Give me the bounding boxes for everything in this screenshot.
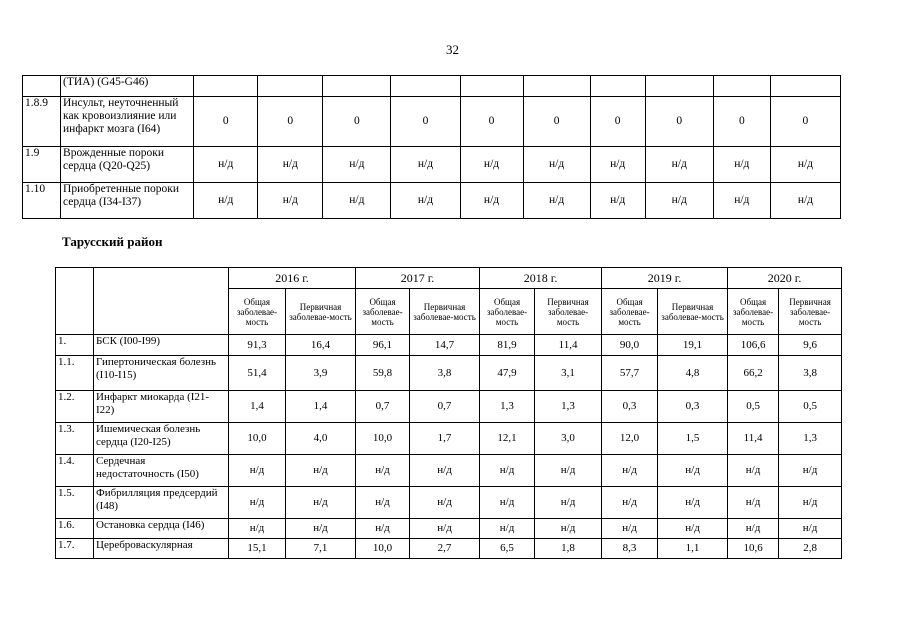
value-cell: н/д: [258, 183, 323, 219]
page-number: 32: [446, 42, 459, 57]
header-num-cell: [56, 268, 94, 335]
value-cell: 0,5: [728, 391, 779, 423]
value-cell: 15,1: [229, 539, 286, 559]
table-row: [56, 335, 842, 356]
value-cell: 57,7: [602, 356, 658, 391]
value-cell: 59,8: [356, 356, 410, 391]
value-cell: 1,7: [410, 423, 480, 455]
section-title: Тарусский район: [62, 234, 163, 249]
value-cell: 0: [713, 97, 770, 147]
table-row: [56, 539, 842, 559]
value-cell: н/д: [391, 183, 460, 219]
value-cell: 1,1: [658, 539, 728, 559]
row-name: Гипертоническая болезнь (I10-I15): [94, 356, 229, 391]
value-cell: н/д: [602, 455, 658, 487]
row-number: 1.1.: [56, 356, 94, 391]
value-cell: н/д: [523, 147, 590, 183]
value-cell: н/д: [590, 147, 645, 183]
top-table: [22, 75, 841, 219]
value-cell: н/д: [480, 455, 535, 487]
value-cell: 4,0: [286, 423, 356, 455]
value-cell: [523, 76, 590, 97]
row-name: БСК (I00-I99): [94, 335, 229, 356]
value-cell: н/д: [410, 519, 480, 539]
value-cell: 4,8: [658, 356, 728, 391]
row-name: Инсульт, неуточненный как кровоизлияние или инфаркт мозга (I64): [61, 97, 194, 147]
row-number: 1.6.: [56, 519, 94, 539]
value-cell: н/д: [645, 147, 713, 183]
row-name: Приобретенные пороки сердца (I34-I37): [61, 183, 194, 219]
value-cell: н/д: [602, 487, 658, 519]
subheader-total: Общая заболевае-мость: [602, 289, 658, 335]
value-cell: 11,4: [728, 423, 779, 455]
value-cell: 66,2: [728, 356, 779, 391]
value-cell: 19,1: [658, 335, 728, 356]
value-cell: [194, 76, 258, 97]
value-cell: 11,4: [535, 335, 602, 356]
value-cell: 0,3: [658, 391, 728, 423]
value-cell: 9,6: [779, 335, 842, 356]
table-row: [56, 487, 842, 519]
row-number: 1.9: [23, 147, 61, 183]
value-cell: н/д: [658, 455, 728, 487]
value-cell: 1,3: [779, 423, 842, 455]
row-name: Ишемическая болезнь сердца (I20-I25): [94, 423, 229, 455]
row-number: 1.10: [23, 183, 61, 219]
subheader-total: Общая заболевае-мость: [480, 289, 535, 335]
table-row: [56, 519, 842, 539]
row-name: (ТИА) (G45-G46): [61, 76, 194, 97]
value-cell: 0: [460, 97, 523, 147]
value-cell: 1,8: [535, 539, 602, 559]
value-cell: н/д: [728, 487, 779, 519]
value-cell: н/д: [229, 455, 286, 487]
value-cell: н/д: [229, 519, 286, 539]
value-cell: 1,5: [658, 423, 728, 455]
value-cell: 0: [258, 97, 323, 147]
value-cell: н/д: [258, 147, 323, 183]
value-cell: 1,3: [480, 391, 535, 423]
value-cell: н/д: [229, 487, 286, 519]
subheader-primary: Первичная заболевае-мость: [658, 289, 728, 335]
subheader-primary: Первичная заболевае-мость: [410, 289, 480, 335]
value-cell: 81,9: [480, 335, 535, 356]
value-cell: н/д: [480, 487, 535, 519]
value-cell: 0: [770, 97, 840, 147]
table-row: [56, 356, 842, 391]
value-cell: 7,1: [286, 539, 356, 559]
value-cell: 0: [194, 97, 258, 147]
row-number: 1.2.: [56, 391, 94, 423]
top-table-body: [23, 76, 841, 219]
subheader-total: Общая заболевае-мость: [356, 289, 410, 335]
value-cell: 2,8: [779, 539, 842, 559]
value-cell: н/д: [645, 183, 713, 219]
header-name-cell: [94, 268, 229, 335]
value-cell: 0: [523, 97, 590, 147]
value-cell: [770, 76, 840, 97]
value-cell: 0,5: [779, 391, 842, 423]
value-cell: н/д: [779, 487, 842, 519]
row-name: Инфаркт миокарда (I21-I22): [94, 391, 229, 423]
value-cell: н/д: [460, 147, 523, 183]
table-row: [23, 76, 841, 97]
value-cell: н/д: [286, 455, 356, 487]
value-cell: 0: [391, 97, 460, 147]
value-cell: 106,6: [728, 335, 779, 356]
value-cell: н/д: [779, 455, 842, 487]
value-cell: н/д: [713, 183, 770, 219]
year-header-2018: 2018 г.: [480, 268, 602, 289]
value-cell: 51,4: [229, 356, 286, 391]
value-cell: н/д: [713, 147, 770, 183]
value-cell: н/д: [728, 455, 779, 487]
row-number: 1.: [56, 335, 94, 356]
value-cell: 1,4: [286, 391, 356, 423]
row-name: Цереброваскулярная: [94, 539, 229, 559]
table-row: [23, 97, 841, 147]
value-cell: н/д: [770, 183, 840, 219]
value-cell: н/д: [779, 519, 842, 539]
subheader-total: Общая заболевае-мость: [229, 289, 286, 335]
value-cell: н/д: [391, 147, 460, 183]
value-cell: [590, 76, 645, 97]
value-cell: н/д: [770, 147, 840, 183]
value-cell: н/д: [658, 487, 728, 519]
year-header-2019: 2019 г.: [602, 268, 728, 289]
value-cell: 1,3: [535, 391, 602, 423]
row-name: Фибрилляция предсердий (I48): [94, 487, 229, 519]
row-name: Врожденные пороки сердца (Q20-Q25): [61, 147, 194, 183]
value-cell: [460, 76, 523, 97]
value-cell: [323, 76, 391, 97]
value-cell: 0: [590, 97, 645, 147]
table-row: [23, 183, 841, 219]
main-table-body: [56, 335, 842, 559]
value-cell: 12,1: [480, 423, 535, 455]
row-number: 1.4.: [56, 455, 94, 487]
value-cell: [391, 76, 460, 97]
value-cell: 10,0: [356, 539, 410, 559]
value-cell: 2,7: [410, 539, 480, 559]
value-cell: 14,7: [410, 335, 480, 356]
value-cell: н/д: [590, 183, 645, 219]
value-cell: н/д: [535, 487, 602, 519]
year-header-2016: 2016 г.: [229, 268, 356, 289]
year-header-row: [56, 268, 842, 289]
value-cell: 91,3: [229, 335, 286, 356]
value-cell: 16,4: [286, 335, 356, 356]
value-cell: н/д: [535, 455, 602, 487]
subheader-primary: Первичная заболевае-мость: [286, 289, 356, 335]
value-cell: н/д: [286, 487, 356, 519]
table-row: [56, 423, 842, 455]
value-cell: [645, 76, 713, 97]
row-number: [23, 76, 61, 97]
row-name: Остановка сердца (I46): [94, 519, 229, 539]
row-number: 1.3.: [56, 423, 94, 455]
table-row: [56, 391, 842, 423]
value-cell: 12,0: [602, 423, 658, 455]
value-cell: 6,5: [480, 539, 535, 559]
value-cell: н/д: [480, 519, 535, 539]
value-cell: 0,7: [356, 391, 410, 423]
value-cell: н/д: [323, 147, 391, 183]
value-cell: 1,4: [229, 391, 286, 423]
table-row: [23, 147, 841, 183]
value-cell: 8,3: [602, 539, 658, 559]
value-cell: 96,1: [356, 335, 410, 356]
value-cell: 0,7: [410, 391, 480, 423]
value-cell: н/д: [356, 455, 410, 487]
value-cell: 0,3: [602, 391, 658, 423]
value-cell: 3,1: [535, 356, 602, 391]
subheader-primary: Первичная заболевае-мость: [535, 289, 602, 335]
value-cell: н/д: [323, 183, 391, 219]
value-cell: 0: [323, 97, 391, 147]
value-cell: 3,9: [286, 356, 356, 391]
value-cell: н/д: [535, 519, 602, 539]
value-cell: 10,0: [229, 423, 286, 455]
value-cell: 10,0: [356, 423, 410, 455]
value-cell: н/д: [602, 519, 658, 539]
main-table-header: [56, 268, 842, 335]
value-cell: н/д: [658, 519, 728, 539]
value-cell: [258, 76, 323, 97]
row-name: Сердечная недостаточность (I50): [94, 455, 229, 487]
main-table: [55, 267, 842, 559]
value-cell: н/д: [194, 147, 258, 183]
value-cell: 90,0: [602, 335, 658, 356]
value-cell: н/д: [356, 487, 410, 519]
value-cell: [713, 76, 770, 97]
year-header-2017: 2017 г.: [356, 268, 480, 289]
value-cell: н/д: [410, 487, 480, 519]
row-number: 1.7.: [56, 539, 94, 559]
year-header-2020: 2020 г.: [728, 268, 842, 289]
subheader-primary: Первичная заболевае-мость: [779, 289, 842, 335]
value-cell: н/д: [410, 455, 480, 487]
value-cell: 0: [645, 97, 713, 147]
row-number: 1.5.: [56, 487, 94, 519]
value-cell: н/д: [460, 183, 523, 219]
value-cell: н/д: [356, 519, 410, 539]
table-row: [56, 455, 842, 487]
subheader-total: Общая заболевае-мость: [728, 289, 779, 335]
value-cell: н/д: [728, 519, 779, 539]
value-cell: н/д: [286, 519, 356, 539]
value-cell: 47,9: [480, 356, 535, 391]
value-cell: н/д: [194, 183, 258, 219]
value-cell: 3,8: [779, 356, 842, 391]
value-cell: н/д: [523, 183, 590, 219]
value-cell: 10,6: [728, 539, 779, 559]
row-number: 1.8.9: [23, 97, 61, 147]
value-cell: 3,8: [410, 356, 480, 391]
value-cell: 3,0: [535, 423, 602, 455]
